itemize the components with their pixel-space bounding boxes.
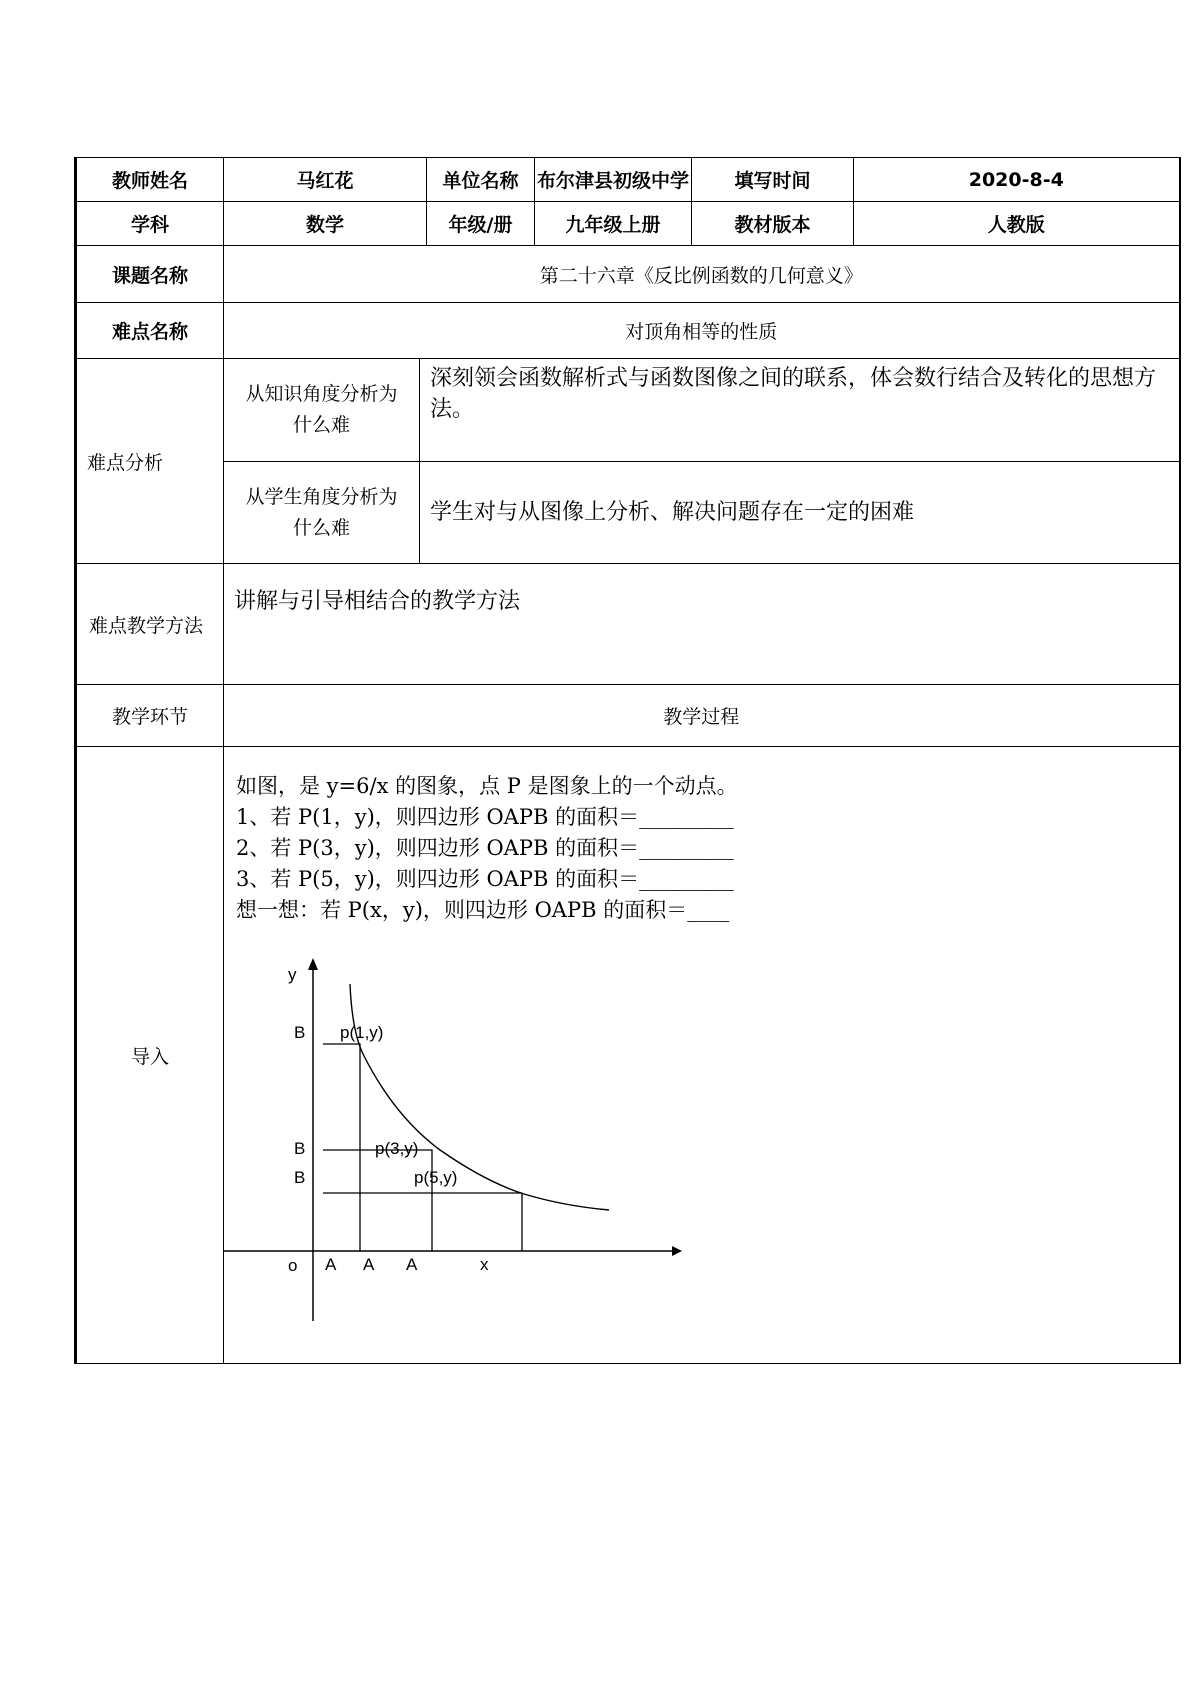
unit-name-label: 单位名称 (427, 158, 535, 202)
point-label-1: p(1,y) (340, 1023, 384, 1042)
difficulty-label: 难点名称 (76, 303, 224, 359)
student-angle-text: 学生对与从图像上分析、解决问题存在一定的困难 (420, 462, 1180, 564)
think-line: 想一想：若 P(x，y)，则四边形 OAPB 的面积＝____ (236, 898, 730, 922)
question-line-2: 2、若 P(3，y)，则四边形 OAPB 的面积＝_________ (236, 836, 734, 860)
rect-p3 (323, 1150, 432, 1251)
fill-date-label: 填写时间 (692, 158, 854, 202)
method-label: 难点教学方法 (76, 564, 224, 685)
grade-value: 九年级上册 (535, 202, 692, 246)
question-line-1: 1、若 P(1，y)，则四边形 OAPB 的面积＝_________ (236, 805, 734, 829)
point-label-3: p(5,y) (414, 1168, 458, 1187)
question-line-3: 3、若 P(5，y)，则四边形 OAPB 的面积＝_________ (236, 867, 734, 891)
difficulty-value: 对顶角相等的性质 (224, 303, 1180, 359)
knowledge-angle-text: 深刻领会函数解析式与函数图像之间的联系，体会数行结合及转化的思想方法。 (420, 359, 1180, 462)
hyperbola-curve (350, 984, 609, 1210)
rect-p5 (323, 1193, 522, 1251)
method-text: 讲解与引导相结合的教学方法 (224, 564, 1180, 685)
b-label-1: B (294, 1023, 306, 1042)
a-label-2: A (363, 1255, 375, 1274)
y-axis-arrow (308, 958, 318, 970)
subject-label: 学科 (76, 202, 224, 246)
stage-label: 教学环节 (76, 685, 224, 747)
rect-p1 (323, 1044, 360, 1251)
edition-label: 教材版本 (692, 202, 854, 246)
a-label-1: A (325, 1255, 337, 1274)
grade-label: 年级/册 (427, 202, 535, 246)
point-label-2: p(3,y) (375, 1139, 419, 1158)
teacher-name-label: 教师姓名 (76, 158, 224, 202)
intro-label: 导入 (76, 747, 224, 1364)
subject-value: 数学 (224, 202, 427, 246)
knowledge-angle-label: 从知识角度分析为什么难 (224, 359, 420, 462)
origin-label: o (288, 1256, 298, 1275)
hyperbola-svg (224, 926, 744, 1326)
b-label-3: B (294, 1168, 306, 1187)
topic-value: 第二十六章《反比例函数的几何意义》 (224, 246, 1180, 303)
y-axis-label: y (288, 965, 297, 984)
edition-value: 人教版 (854, 202, 1180, 246)
topic-label: 课题名称 (76, 246, 224, 303)
intro-content (224, 747, 1180, 1364)
intro-line: 如图，是 y=6/x 的图象，点 P 是图象上的一个动点。 (236, 774, 738, 798)
analysis-label: 难点分析 (76, 359, 224, 564)
hyperbola-graph (224, 926, 744, 1326)
teacher-name-value: 马红花 (224, 158, 427, 202)
x-axis-arrow (672, 1246, 682, 1256)
intro-questions (224, 747, 1179, 926)
a-label-3: A (406, 1255, 418, 1274)
lesson-plan-table (74, 157, 1181, 1364)
unit-name-value: 布尔津县初级中学 (535, 158, 692, 202)
student-angle-label: 从学生角度分析为什么难 (224, 462, 420, 564)
process-label: 教学过程 (224, 685, 1180, 747)
b-label-2: B (294, 1139, 306, 1158)
fill-date-value: 2020-8-4 (854, 158, 1180, 202)
x-axis-label: x (480, 1255, 489, 1274)
